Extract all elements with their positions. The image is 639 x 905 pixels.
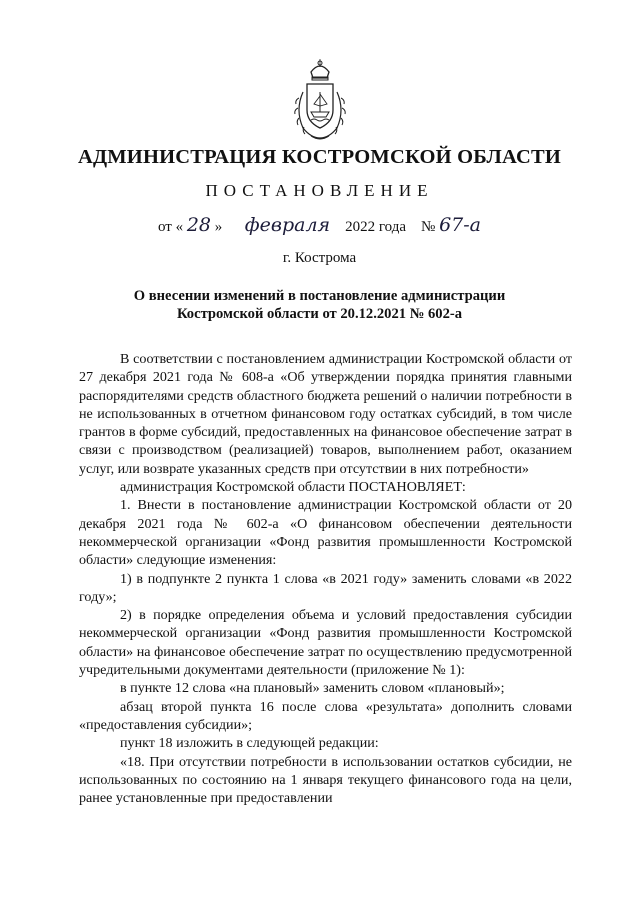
paragraph: в пункте 12 слова «на плановый» заменить словом «плановый»;: [120, 680, 505, 697]
paragraph: 1) в подпункте 2 пункта 1 слова «в 2021 году» заменить словами «в 2022 году»;: [79, 570, 572, 605]
paragraph: «18. При отсутствии потребности в использовании остатков субсидии, не использованных по состоянию на 1 января текущего финансового года на цели, ранее установленные при предоставлении: [79, 753, 572, 807]
document-type: ПОСТАНОВЛЕНИЕ: [205, 181, 434, 200]
date-prefix: от «: [157, 219, 184, 235]
coat-of-arms-icon: [289, 58, 351, 142]
number-prefix: №: [421, 219, 436, 235]
date-month: февраля: [244, 214, 331, 236]
date-day: 28: [186, 214, 212, 236]
paragraph: 1. Внести в постановление администрации Костромской области от 20 декабря 2021 года № 602-а «О финансовом обеспечении деятельности некоммерческой организации «Фонд развития промышленности Костромской области» следующие изменения:: [79, 497, 572, 569]
organization-title: АДМИНИСТРАЦИЯ КОСТРОМСКОЙ ОБЛАСТИ: [77, 146, 562, 168]
paragraph: пункт 18 изложить в следующей редакции:: [120, 735, 379, 752]
paragraph: В соответствии с постановлением администрации Костромской области от 27 декабря 2021 года № 608-а «Об утверждении порядка принятия главными распорядителями средств областного бюджета решений о наличии потребности в не использованных в отчетном финансовом году остатках субсидий, в том числе грантов в форме субсидий, предоставленных на финансовое обеспечение затрат в связи с производством (реализацией) товаров, выполнением работ, оказанием услуг, или возврате указанных средств при отсутствии в них потребности»: [79, 351, 572, 477]
date-year: 2022 года: [345, 219, 407, 235]
document-body: [79, 350, 572, 807]
date-number-line: [0, 214, 639, 236]
document-subject: [80, 287, 559, 323]
city: г. Кострома: [282, 250, 357, 266]
document-number: 67-а: [439, 214, 482, 236]
paragraph: администрация Костромской области ПОСТАНОВЛЯЕТ:: [120, 479, 466, 496]
paragraph: абзац второй пункта 16 после слова «результата» дополнить словами «предоставления субсидии»;: [79, 698, 572, 733]
date-day-close: »: [214, 219, 223, 235]
subject-line-1: О внесении изменений в постановление администрации: [133, 288, 506, 304]
paragraph: 2) в порядке определения объема и условий предоставления субсидии некоммерческой организации «Фонд развития промышленности Костромской области» на финансовое обеспечение затрат по осуществлению предусмотренной учредительными документами деятельности (приложение № 1):: [79, 607, 572, 679]
subject-line-2: Костромской области от 20.12.2021 № 602-а: [176, 306, 463, 322]
